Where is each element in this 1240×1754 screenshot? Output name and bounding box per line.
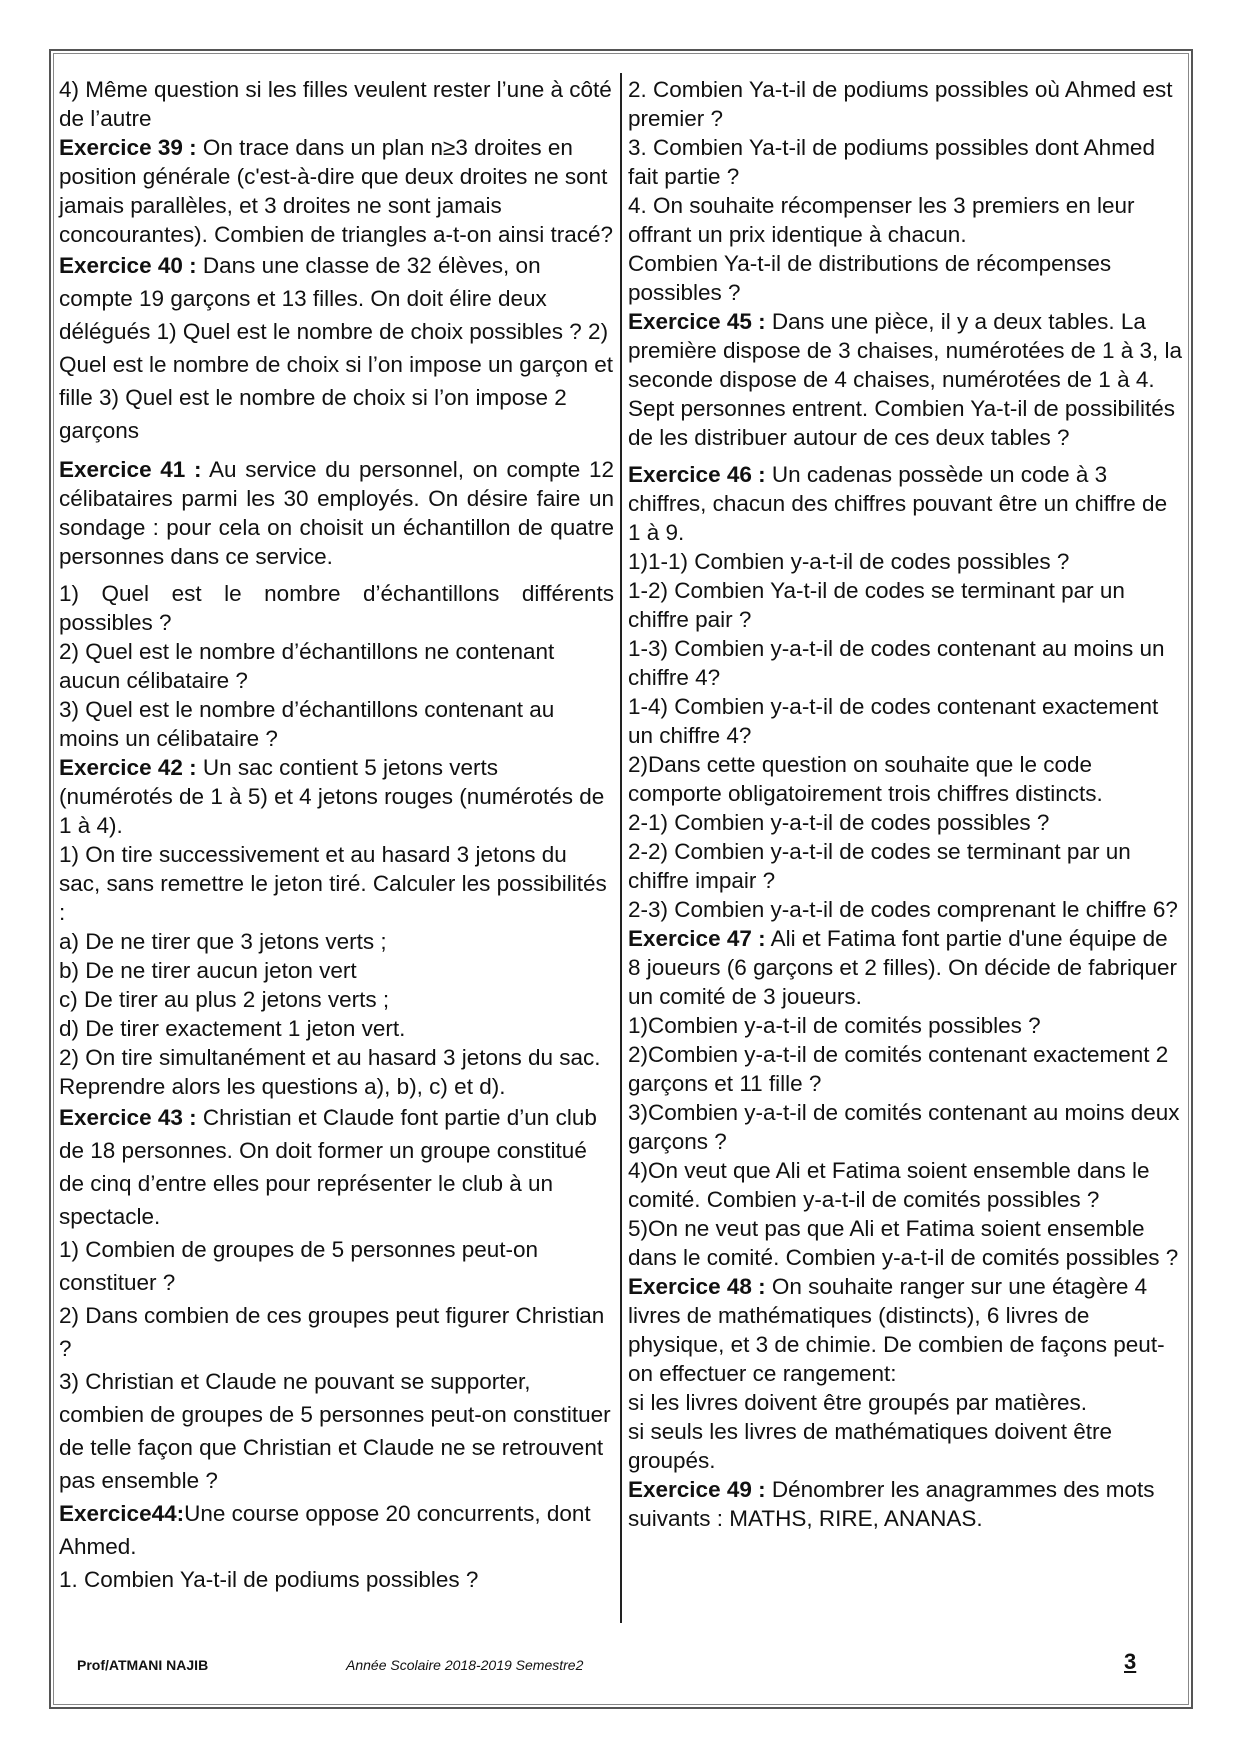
question: 3)Combien y-a-t-il de comités contenant au moins deux garçons ? bbox=[628, 1100, 1180, 1154]
exercise-title: Exercice44: bbox=[59, 1501, 185, 1526]
exercise-45 bbox=[628, 307, 1184, 452]
exercise-title: Exercice 45 : bbox=[628, 309, 766, 334]
question: 1) Combien de groupes de 5 personnes peut-on constituer ? bbox=[59, 1237, 539, 1295]
exercise-text: Dans une pièce, il y a deux tables. La première dispose de 3 chaises, numérotées de 1 à 3, la seconde dispose de 4 chaises, numérotées de 1 à 4. Sept personnes entrent. Combien Ya-t-il de possibilités de les distribuer autour de ces deux tables ? bbox=[628, 309, 1183, 450]
question: 1-2) Combien Ya-t-il de codes se terminant par un chiffre pair ? bbox=[628, 578, 1125, 632]
exercise-48 bbox=[628, 1272, 1184, 1388]
column-divider bbox=[620, 73, 622, 1623]
question: si seuls les livres de mathématiques doivent être groupés. bbox=[628, 1419, 1112, 1473]
question: 1)Combien y-a-t-il de comités possibles ? bbox=[628, 1013, 1041, 1038]
question: si les livres doivent être groupés par matières. bbox=[628, 1390, 1087, 1415]
right-column bbox=[628, 75, 1184, 1533]
exercise-46 bbox=[628, 460, 1184, 547]
question: 1) On tire successivement et au hasard 3 jetons du sac, sans remettre le jeton tiré. Calculer les possibilités : bbox=[59, 842, 607, 925]
exercise-text: Dans une classe de 32 élèves, on compte 19 garçons et 13 filles. On doit élire deux délégués 1) Quel est le nombre de choix possibles ? 2) Quel est le nombre de choix si l’on impose un garçon et fille 3) Quel est le nombre de choix si l’on impose 2 garçons bbox=[59, 253, 614, 443]
question: 3. Combien Ya-t-il de podiums possibles dont Ahmed fait partie ? bbox=[628, 135, 1155, 189]
question: 2) Quel est le nombre d’échantillons ne contenant aucun célibataire ? bbox=[59, 639, 555, 693]
exercise-text: Au service du personnel, on compte 12 célibataires parmi les 30 employés. On désire faire un sondage : pour cela on choisit un échantillon de quatre personnes dans ce service. bbox=[59, 457, 614, 569]
question: c) De tirer au plus 2 jetons verts ; bbox=[59, 987, 390, 1012]
page-number: 3 bbox=[1124, 1649, 1137, 1674]
exercise-43 bbox=[59, 1101, 614, 1233]
exercise-title: Exercice 49 : bbox=[628, 1477, 766, 1502]
exercise-text: On souhaite ranger sur une étagère 4 livres de mathématiques (distincts), 6 livres de physique, et 3 de chimie. De combien de façons peut-on effectuer ce rangement: bbox=[628, 1274, 1165, 1386]
exercise-40 bbox=[59, 249, 614, 447]
exercise-text: On trace dans un plan n≥3 droites en position générale (c'est-à-dire que deux droites ne sont jamais parallèles, et 3 droites ne sont jamais concourantes). Combien de triangles a-t-on ainsi tracé? bbox=[59, 135, 614, 247]
question: Reprendre alors les questions a), b), c) et d). bbox=[59, 1074, 506, 1099]
exercise-title: Exercice 39 : bbox=[59, 135, 197, 160]
question: a) De ne tirer que 3 jetons verts ; bbox=[59, 929, 387, 954]
question: 2)Combien y-a-t-il de comités contenant exactement 2 garçons et 11 fille ? bbox=[628, 1042, 1169, 1096]
exercise-42 bbox=[59, 753, 614, 840]
exercise-title: Exercice 48 : bbox=[628, 1274, 766, 1299]
question: 2. Combien Ya-t-il de podiums possibles où Ahmed est premier ? bbox=[628, 77, 1173, 131]
question: 1) Quel est le nombre d’échantillons différents possibles ? bbox=[59, 581, 614, 635]
exercise-39 bbox=[59, 133, 614, 249]
exercise-title: Exercice 46 : bbox=[628, 462, 766, 487]
exercise-text: Christian et Claude font partie d’un club de 18 personnes. On doit former un groupe constitué de cinq d’entre elles pour représenter le club à un spectacle. bbox=[59, 1105, 597, 1229]
footer-author: Prof/ATMANI NAJIB bbox=[77, 1657, 209, 1673]
exercise-text: Un cadenas possède un code à 3 chiffres, chacun des chiffres pouvant être un chiffre de 1 à 9. bbox=[628, 462, 1168, 545]
exercise-text: Une course oppose 20 concurrents, dont Ahmed. bbox=[59, 1501, 591, 1559]
question: 1-4) Combien y-a-t-il de codes contenant exactement un chiffre 4? bbox=[628, 694, 1159, 748]
question: 4. On souhaite récompenser les 3 premiers en leur offrant un prix identique à chacun. bbox=[628, 193, 1135, 247]
question: b) De ne tirer aucun jeton vert bbox=[59, 958, 357, 983]
question: 4)On veut que Ali et Fatima soient ensemble dans le comité. Combien y-a-t-il de comités possibles ? bbox=[628, 1158, 1150, 1212]
exercise-47 bbox=[628, 924, 1184, 1011]
question: 1)1-1) Combien y-a-t-il de codes possibles ? bbox=[628, 549, 1070, 574]
exercise-49 bbox=[628, 1475, 1184, 1533]
exercise-title: Exercice 42 : bbox=[59, 755, 197, 780]
exercise-title: Exercice 43 : bbox=[59, 1105, 197, 1130]
question: 2-1) Combien y-a-t-il de codes possibles ? bbox=[628, 810, 1050, 835]
exercise-44 bbox=[59, 1497, 614, 1563]
question: 1. Combien Ya-t-il de podiums possibles ? bbox=[59, 1567, 479, 1592]
question: 2)Dans cette question on souhaite que le code comporte obligatoirement trois chiffres distincts. bbox=[628, 752, 1103, 806]
exercise-title: Exercice 40 : bbox=[59, 253, 197, 278]
exercise-title: Exercice 41 : bbox=[59, 457, 202, 482]
question: 3) Quel est le nombre d’échantillons contenant au moins un célibataire ? bbox=[59, 697, 555, 751]
question: 2) On tire simultanément et au hasard 3 jetons du sac. bbox=[59, 1045, 601, 1070]
exercise-title: Exercice 47 : bbox=[628, 926, 766, 951]
question: 5)On ne veut pas que Ali et Fatima soient ensemble dans le comité. Combien y-a-t-il de comités possibles ? bbox=[628, 1216, 1179, 1270]
question: Combien Ya-t-il de distributions de récompenses possibles ? bbox=[628, 251, 1112, 305]
exercise-text: Un sac contient 5 jetons verts (numérotés de 1 à 5) et 4 jetons rouges (numérotés de 1 à 4). bbox=[59, 755, 605, 838]
question: 2-2) Combien y-a-t-il de codes se terminant par un chiffre impair ? bbox=[628, 839, 1131, 893]
question: 1-3) Combien y-a-t-il de codes contenant au moins un chiffre 4? bbox=[628, 636, 1165, 690]
question: 2-3) Combien y-a-t-il de codes comprenant le chiffre 6? bbox=[628, 897, 1178, 922]
exercise-text: Ali et Fatima font partie d'une équipe de 8 joueurs (6 garçons et 2 filles). On décide de fabriquer un comité de 3 joueurs. bbox=[628, 926, 1178, 1009]
question: d) De tirer exactement 1 jeton vert. bbox=[59, 1016, 406, 1041]
question: 3) Christian et Claude ne pouvant se supporter, combien de groupes de 5 personnes peut-on constituer de telle façon que Christian et Claude ne se retrouvent pas ensemble ? bbox=[59, 1369, 611, 1493]
exercise-41 bbox=[59, 455, 614, 571]
exercise-text: Dénombrer les anagrammes des mots suivants : MATHS, RIRE, ANANAS. bbox=[628, 1477, 1155, 1531]
question: 2) Dans combien de ces groupes peut figurer Christian ? bbox=[59, 1303, 605, 1361]
ex38-q4: 4) Même question si les filles veulent rester l’une à côté de l’autre bbox=[59, 77, 612, 131]
footer-school-year: Année Scolaire 2018-2019 Semestre2 bbox=[346, 1657, 584, 1673]
left-column bbox=[59, 75, 614, 1596]
